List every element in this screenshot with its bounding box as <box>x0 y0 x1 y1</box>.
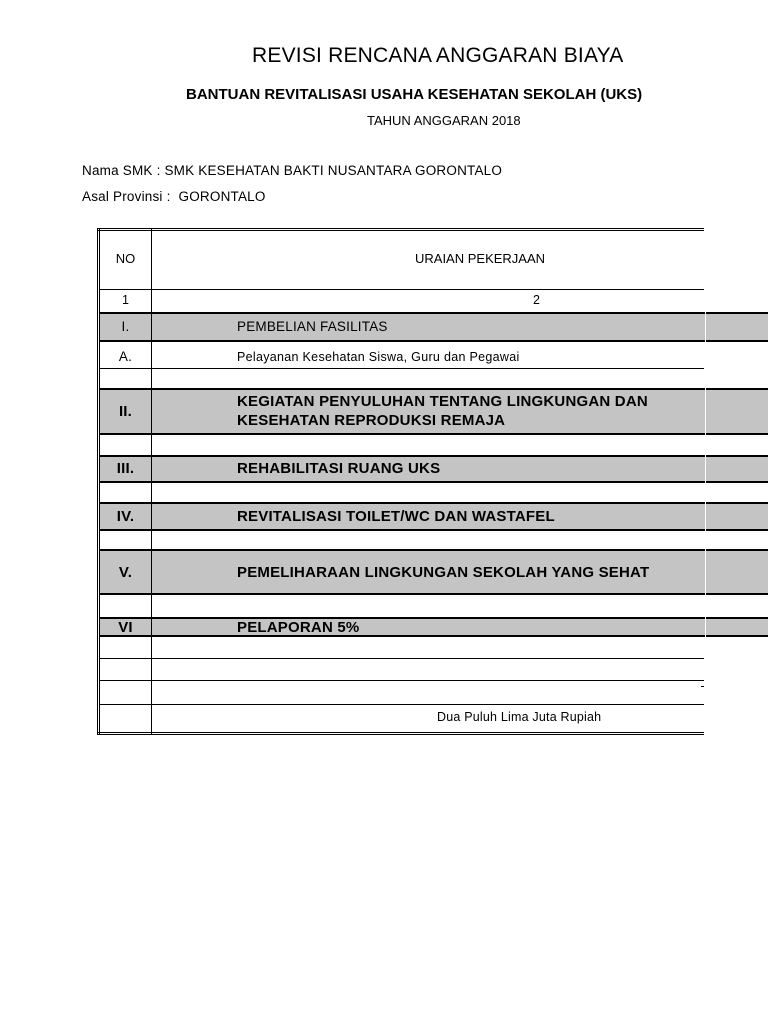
document-subtitle: BANTUAN REVITALISASI USAHA KESEHATAN SEKOLAH (UKS) <box>186 86 643 103</box>
column-number-2: 2 <box>533 293 540 307</box>
total-words-row <box>100 705 704 732</box>
province-line <box>82 189 266 204</box>
province-label: Asal Provinsi : <box>82 189 171 204</box>
row-text-line1: KEGIATAN PENYULUHAN TENTANG LINGKUNGAN DAN <box>237 393 648 410</box>
row-text: PEMELIHARAAN LINGKUNGAN SEKOLAH YANG SEHAT <box>237 564 650 581</box>
row-text: PELAPORAN 5% <box>237 619 360 636</box>
header-no: NO <box>115 251 136 266</box>
row-number: V. <box>118 564 133 581</box>
budget-table <box>97 228 768 736</box>
row-text-line2: KESEHATAN REPRODUKSI REMAJA <box>237 412 506 429</box>
row-number: III. <box>116 460 135 477</box>
section-row-iv <box>100 502 768 531</box>
column-number-1: 1 <box>122 293 129 307</box>
row-text: PEMBELIAN FASILITAS <box>237 319 388 334</box>
document-title: REVISI RENCANA ANGGARAN BIAYA <box>252 44 624 67</box>
school-name: Nama SMK : SMK KESEHATAN BAKTI NUSANTARA GORONTALO <box>82 163 503 178</box>
row-number: A. <box>118 349 133 364</box>
row-text: REHABILITASI RUANG UKS <box>237 460 441 477</box>
row-text: Pelayanan Kesehatan Siswa, Guru dan Pegawai <box>237 350 520 364</box>
section-row-i <box>100 312 768 342</box>
row-number: II. <box>118 403 133 420</box>
item-row-a <box>100 342 704 368</box>
total-in-words: Dua Puluh Lima Juta Rupiah <box>437 710 602 724</box>
row-number: VI <box>118 619 133 636</box>
fiscal-year: TAHUN ANGGARAN 2018 <box>367 113 521 128</box>
table-header-row <box>100 231 704 289</box>
row-number: IV. <box>116 508 135 525</box>
row-number: I. <box>121 319 130 334</box>
section-row-v <box>100 549 768 595</box>
section-row-iii <box>100 455 768 483</box>
section-row-ii <box>100 388 768 435</box>
row-text: REVITALISASI TOILET/WC DAN WASTAFEL <box>237 508 555 525</box>
header-uraian: URAIAN PEKERJAAN <box>415 251 546 266</box>
column-number-row <box>100 290 704 312</box>
section-row-vi <box>100 617 768 637</box>
province-value: GORONTALO <box>178 189 266 204</box>
